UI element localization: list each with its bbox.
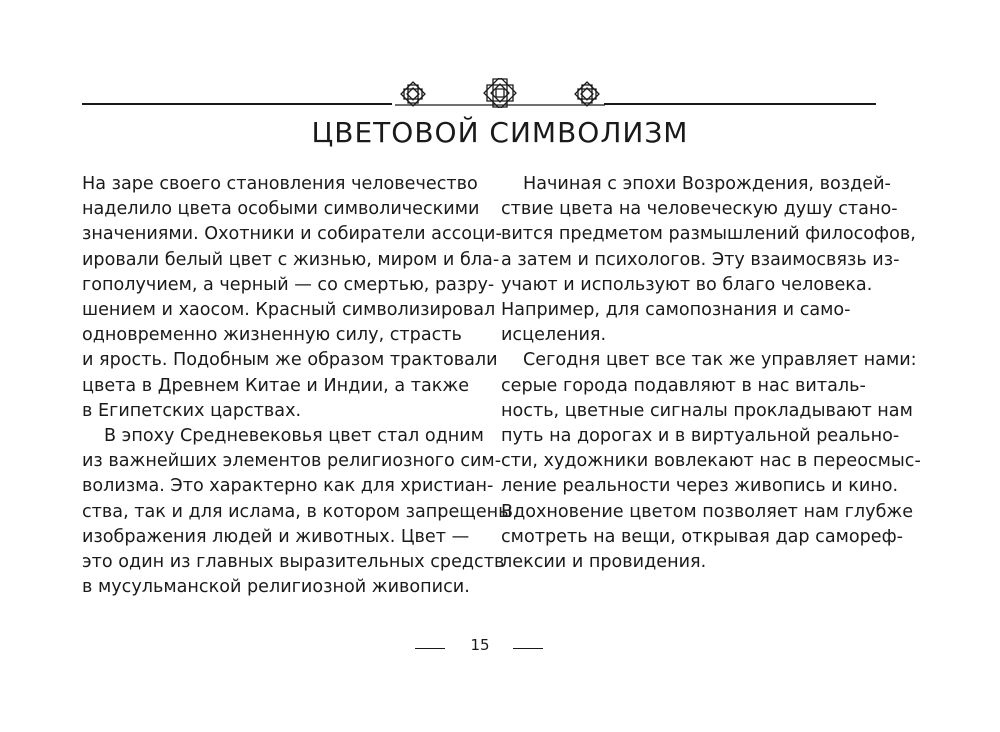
- text-line: ность, цветные сигналы прокладывают нам: [501, 400, 913, 421]
- text-line: Например, для самопознания и само-: [501, 300, 851, 321]
- text-line: На заре своего становления человечество: [82, 174, 478, 194]
- text-line: Вдохновение цветом позволяет нам глубже: [501, 501, 914, 522]
- text-line: это один из главных выразительных средств: [82, 552, 505, 573]
- text-line: ировали белый цвет с жизнью, миром и бла-: [82, 249, 500, 270]
- text-line: ление реальности через живопись и кино.: [501, 476, 899, 497]
- text-line: цвета в Древнем Китае и Индии, а также: [82, 375, 470, 396]
- header-rule-left: [82, 103, 392, 105]
- text-line: ствие цвета на человеческую душу стано-: [501, 199, 898, 220]
- text-line: сти, художники вовлекают нас в переосмыс-: [501, 451, 921, 472]
- text-line: волизма. Это характерно как для христиан-: [82, 476, 494, 497]
- text-line: учают и используют во благо человека.: [501, 274, 873, 295]
- text-line: вится предметом размышлений философов,: [501, 224, 916, 245]
- text-line: в Египетских царствах.: [82, 400, 302, 421]
- text-line: и ярость. Подобным же образом трактовали: [82, 350, 498, 371]
- text-line: лексии и провидения.: [501, 552, 707, 573]
- left-text-column: [82, 172, 513, 600]
- page-number: 15: [470, 636, 490, 654]
- text-line: смотреть на вещи, открывая дар самореф-: [501, 526, 904, 547]
- text-line: в мусульманской религиозной живописи.: [82, 577, 470, 598]
- text-line: гополучием, а черный — со смертью, разру-: [82, 274, 495, 295]
- footer-dash-right: [513, 648, 543, 649]
- text-line: ства, так и для ислама, в котором запрещены: [82, 501, 513, 522]
- text-line: серые города подавляют в нас виталь-: [501, 375, 866, 396]
- text-line: одновременно жизненную силу, страсть: [82, 325, 462, 346]
- text-line: значениями. Охотники и собиратели ассоци-: [82, 224, 502, 245]
- text-line: из важнейших элементов религиозного сим-: [82, 451, 502, 472]
- text-line: шением и хаосом. Красный символизировал: [82, 300, 496, 321]
- text-line: путь на дорогах и в виртуальной реально-: [501, 426, 900, 447]
- right-text-column: [501, 172, 921, 575]
- geometric-ornament-icon: [395, 78, 605, 108]
- text-line: а затем и психологов. Эту взаимосвязь из-: [501, 249, 900, 270]
- footer-dash-left: [415, 648, 445, 649]
- text-line: наделило цвета особыми символическими: [82, 199, 480, 220]
- header-rule-right: [604, 103, 876, 105]
- text-line: Начиная с эпохи Возрождения, воздей-: [523, 174, 891, 194]
- text-line: изображения людей и животных. Цвет —: [82, 526, 470, 547]
- page-title: ЦВЕТОВОЙ СИМВОЛИЗМ: [311, 116, 689, 149]
- text-line: В эпоху Средневековья цвет стал одним: [104, 426, 484, 447]
- text-line: исцеления.: [501, 325, 607, 346]
- text-line: Сегодня цвет все так же управляет нами:: [523, 350, 917, 371]
